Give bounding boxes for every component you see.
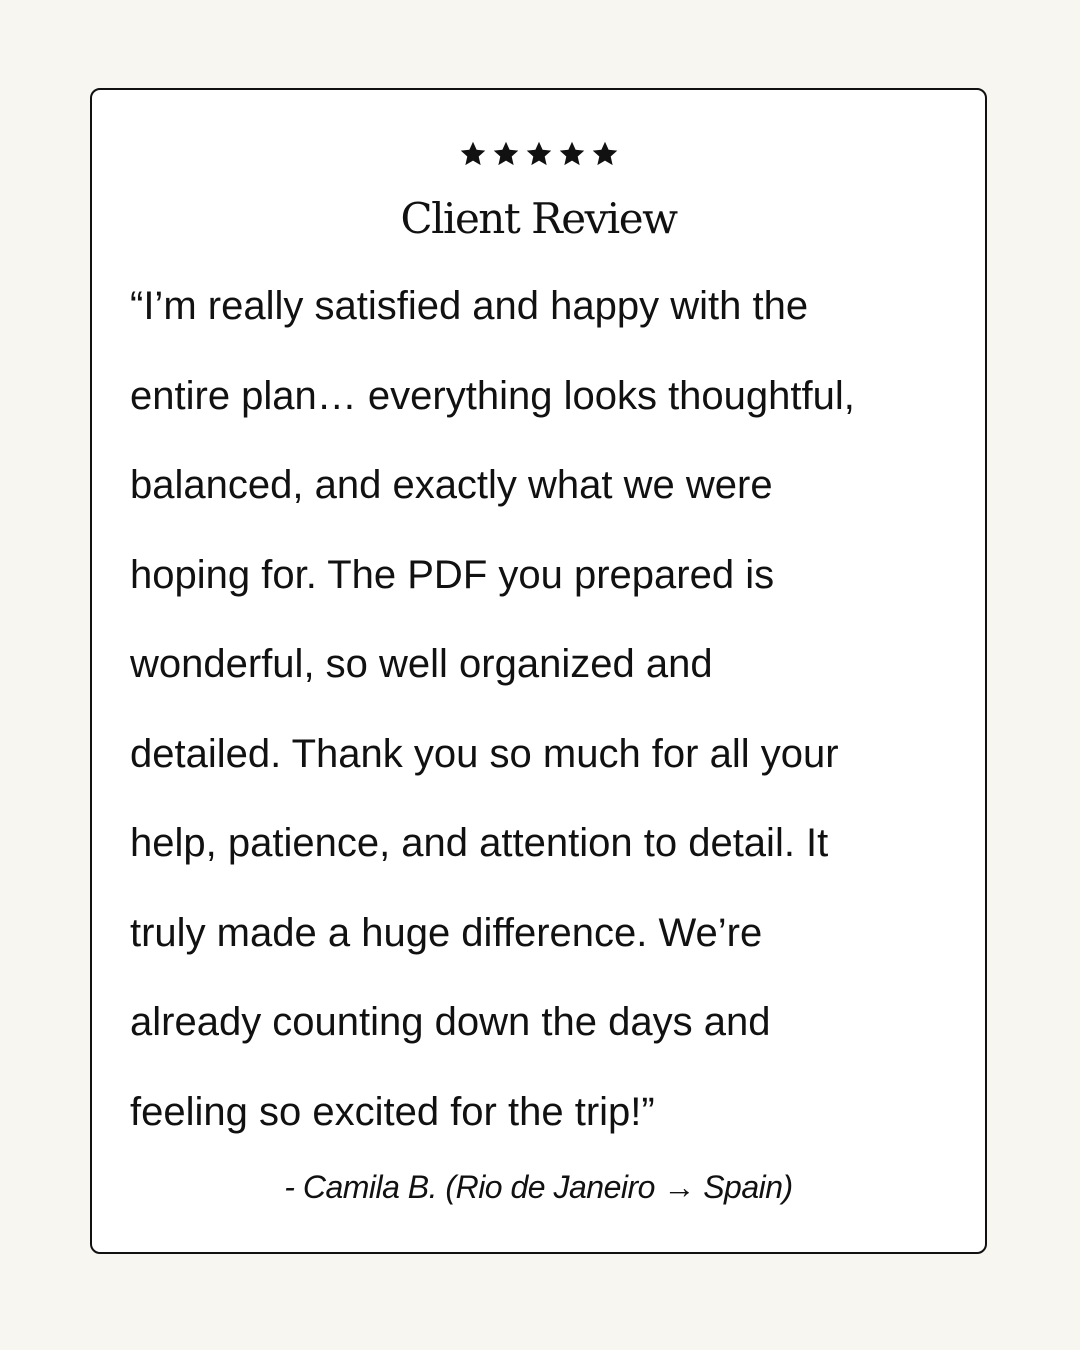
star-icon bbox=[591, 140, 619, 168]
quote-line: truly made a huge difference. We’re bbox=[130, 910, 763, 955]
quote-line: “I’m really satisfied and happy with the bbox=[130, 284, 809, 328]
review-attribution: - Camila B. (Rio de Janeiro → Spain) bbox=[284, 1169, 793, 1205]
star-rating bbox=[92, 140, 985, 168]
quote-line: help, patience, and attention to detail. It bbox=[130, 821, 829, 865]
quote-line: balanced, and exactly what we were bbox=[130, 463, 773, 507]
quote-line: feeling so excited for the trip!” bbox=[130, 1089, 655, 1134]
quote-line: detailed. Thank you so much for all your bbox=[130, 731, 839, 776]
quote-line: hoping for. The PDF you prepared is bbox=[130, 552, 775, 597]
review-card bbox=[90, 88, 987, 1254]
review-quote bbox=[130, 262, 963, 1157]
star-icon bbox=[558, 140, 586, 168]
star-icon bbox=[459, 140, 487, 168]
quote-line: wonderful, so well organized and bbox=[130, 642, 713, 686]
star-icon bbox=[525, 140, 553, 168]
quote-line: entire plan… everything looks thoughtful, bbox=[130, 373, 855, 418]
quote-line: already counting down the days and bbox=[130, 1000, 771, 1044]
review-title: Client Review bbox=[400, 194, 677, 243]
star-icon bbox=[492, 140, 520, 168]
